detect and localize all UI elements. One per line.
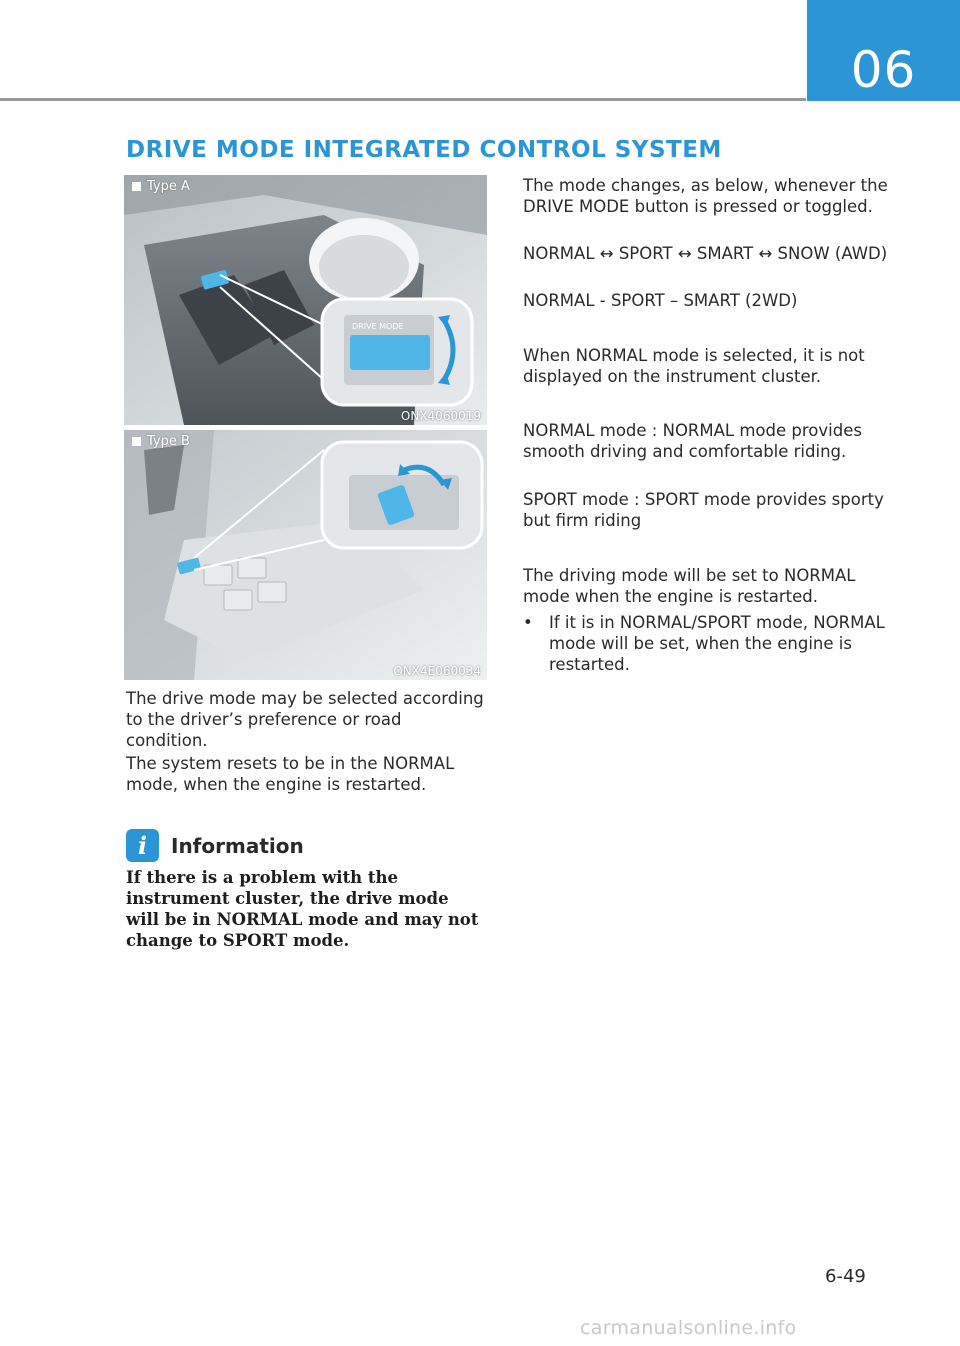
right-paragraph-5: NORMAL mode : NORMAL mode provides smooth driving and comfortable riding. bbox=[523, 421, 862, 461]
right-paragraph-1: The mode changes, as below, whenever the DRIVE MODE button is pressed or toggled. bbox=[523, 176, 888, 216]
inset-label: DRIVE MODE bbox=[352, 322, 404, 331]
left-paragraph-2: The system resets to be in the NORMAL mode, when the engine is restarted. bbox=[126, 754, 455, 794]
figure-code: ONX4E060034 bbox=[393, 664, 481, 678]
console-illustration-a bbox=[124, 175, 487, 425]
figure-code: ONX4060019 bbox=[400, 409, 481, 423]
figure-type-label: Type B bbox=[132, 434, 190, 449]
square-bullet-icon bbox=[132, 437, 141, 446]
right-paragraph-6: SPORT mode : SPORT mode provides sporty but firm riding bbox=[523, 490, 884, 530]
figure-type-b bbox=[124, 430, 487, 680]
bullet-item bbox=[523, 612, 893, 675]
right-paragraph-2: NORMAL ↔ SPORT ↔ SMART ↔ SNOW (AWD) bbox=[523, 244, 888, 263]
figure-type-label: Type A bbox=[132, 179, 190, 194]
information-header bbox=[126, 829, 304, 862]
section-title: DRIVE MODE INTEGRATED CONTROL SYSTEM bbox=[126, 137, 722, 163]
right-paragraph-4: When NORMAL mode is selected, it is not displayed on the instrument cluster. bbox=[523, 346, 865, 386]
right-paragraph-3: NORMAL - SPORT – SMART (2WD) bbox=[523, 291, 798, 310]
square-bullet-icon bbox=[132, 182, 141, 191]
bullet-mark: • bbox=[523, 613, 533, 632]
chapter-tab: 06 bbox=[807, 0, 960, 101]
information-title: Information bbox=[171, 833, 304, 858]
info-icon: i bbox=[126, 829, 159, 862]
figure-type-a bbox=[124, 175, 487, 425]
header-rule bbox=[0, 98, 806, 101]
information-body: If there is a problem with the instrument cluster, the drive mode will be in NORMAL mode and may not change to SPORT mode. bbox=[126, 868, 479, 950]
page-number: 6-49 bbox=[825, 1266, 866, 1287]
bullet-text: If it is in NORMAL/SPORT mode, NORMAL mode will be set, when the engine is restarted. bbox=[549, 613, 885, 674]
watermark: carmanualsonline.info bbox=[580, 1317, 797, 1339]
console-illustration-b bbox=[124, 430, 487, 680]
left-paragraph-1: The drive mode may be selected according to the driver’s preference or road condition. bbox=[126, 689, 484, 750]
right-paragraph-7: The driving mode will be set to NORMAL mode when the engine is restarted. bbox=[523, 566, 856, 606]
